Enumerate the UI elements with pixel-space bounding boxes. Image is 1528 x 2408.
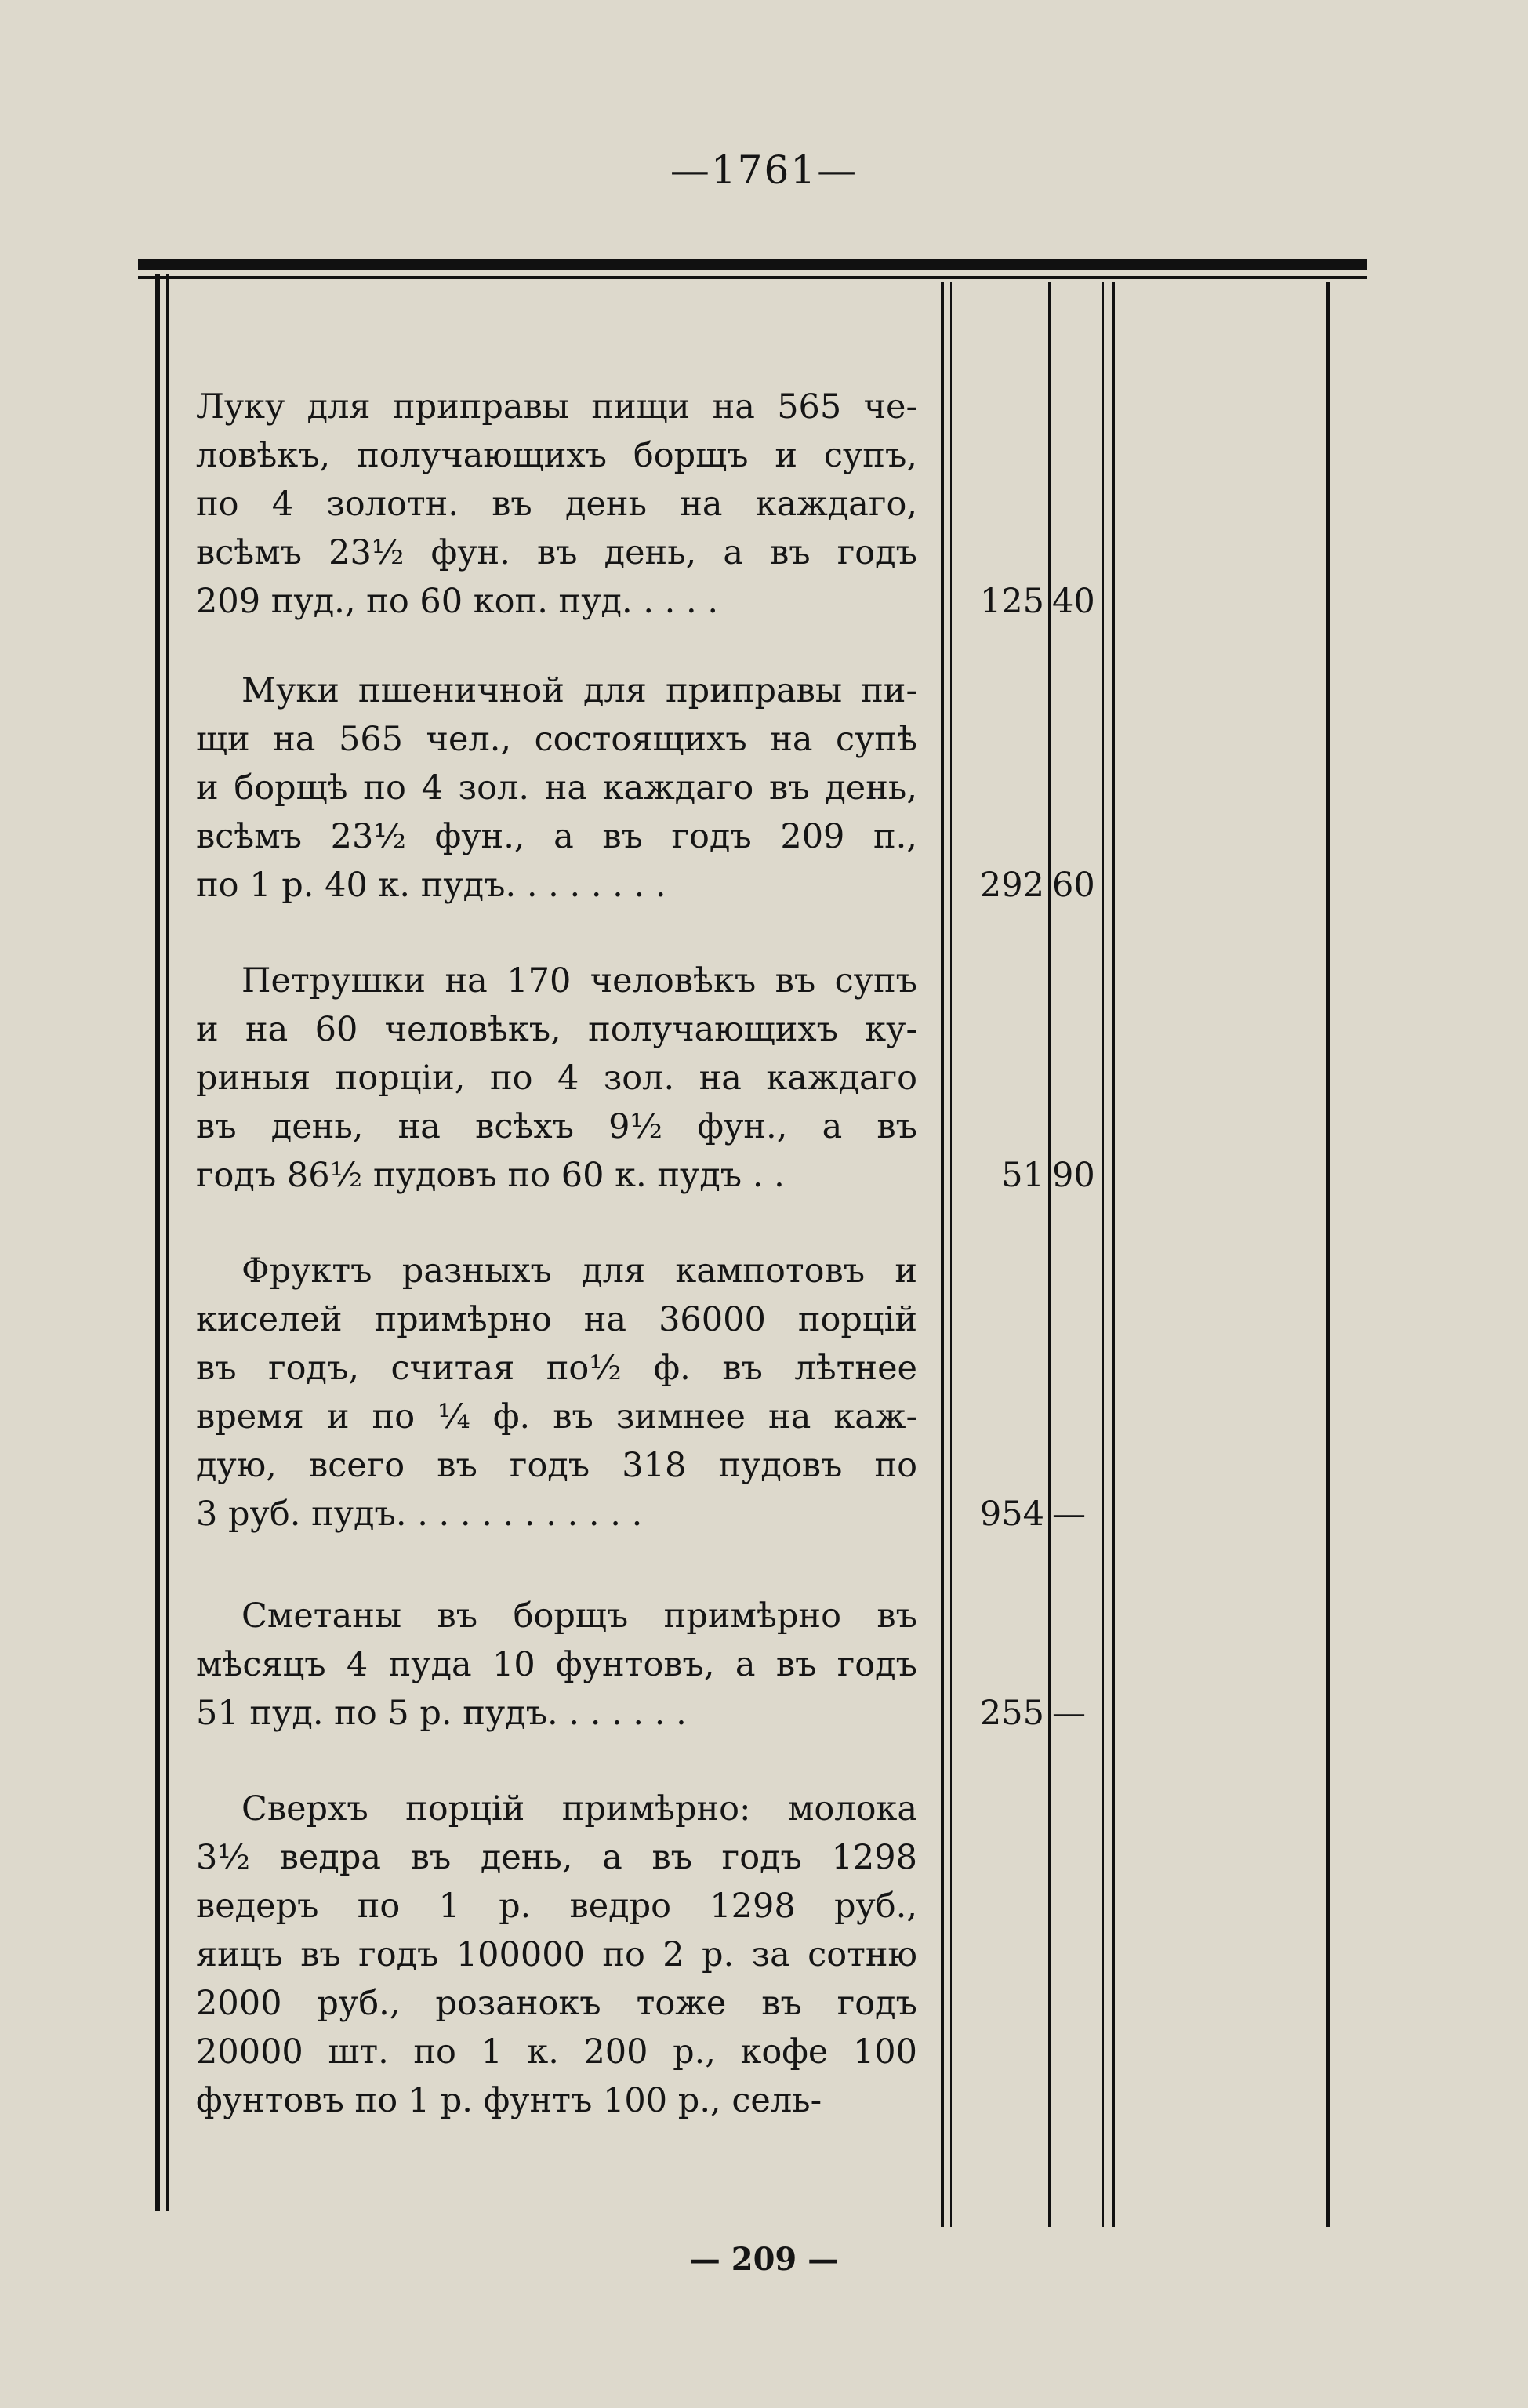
entry-line: Фруктъ разныхъ для кампотовъ и — [241, 1251, 917, 1291]
entry-parsley-rubles: 51 — [1001, 1156, 1044, 1195]
entry-line: 209 пуд., по 60 коп. пуд. . . . . — [196, 582, 718, 621]
entry-line: дую, всего въ годъ 318 пудовъ по — [196, 1446, 917, 1485]
entry-line: ловѣкъ, получающихъ борщъ и супъ, — [196, 436, 917, 475]
top-rule-thin — [138, 276, 1367, 279]
entry-line: 3½ ведра въ день, а въ годъ 1298 — [196, 1838, 917, 1877]
page-footer-number: — 209 — — [688, 2241, 840, 2278]
entry-line: годъ 86½ пудовъ по 60 к. пудъ . . — [196, 1156, 785, 1195]
page-header-number: —1761— — [670, 147, 858, 193]
entry-line: риныя порціи, по 4 зол. на каждаго — [196, 1059, 917, 1098]
entry-line: по 1 р. 40 к. пудъ. . . . . . . . — [196, 866, 666, 905]
entry-line: по 4 золотн. въ день на каждаго, — [196, 485, 917, 524]
text-column-border — [941, 282, 944, 2227]
entry-line: всѣмъ 23½ фун. въ день, а въ годъ — [196, 533, 917, 572]
entry-flour-rubles: 292 — [979, 866, 1044, 905]
entry-line: 2000 руб., розанокъ тоже въ годъ — [196, 1984, 917, 2023]
entry-line: яицъ въ годъ 100000 по 2 р. за сотню — [196, 1935, 917, 1974]
left-border-outer — [155, 274, 160, 2211]
entry-flour-kopecks: 60 — [1052, 866, 1095, 905]
entry-line: 3 руб. пудъ. . . . . . . . . . . . — [196, 1495, 643, 1534]
entry-line: Луку для приправы пищи на 565 че- — [196, 387, 917, 427]
entry-line: 20000 шт. по 1 к. 200 р., кофе 100 — [196, 2032, 917, 2072]
entry-line: Муки пшеничной для приправы пи- — [241, 671, 917, 710]
entry-line: Сметаны въ борщъ примѣрно въ — [241, 1596, 917, 1636]
rubles-column-border — [1048, 282, 1051, 2227]
entry-line: Сверхъ порцій примѣрно: молока — [241, 1789, 917, 1829]
entry-line: киселей примѣрно на 36000 порцій — [196, 1300, 917, 1339]
left-border-inner — [166, 274, 169, 2211]
entry-line: мѣсяцъ 4 пуда 10 фунтовъ, а въ годъ — [196, 1645, 917, 1684]
entry-line: 51 пуд. по 5 р. пудъ. . . . . . . — [196, 1694, 687, 1733]
entry-onion-kopecks: 40 — [1052, 582, 1095, 621]
entry-line: и на 60 человѣкъ, получающихъ ку- — [196, 1010, 917, 1049]
entry-line: время и по ¼ ф. въ зимнее на каж- — [196, 1397, 917, 1436]
entry-sour-cream — [196, 1592, 917, 1738]
entry-line: въ годъ, считая по½ ф. въ лѣтнее — [196, 1349, 917, 1388]
show-through-texture — [1129, 384, 1364, 1874]
entry-onion-rubles: 125 — [979, 582, 1044, 621]
text-column-border-thin — [950, 282, 952, 2227]
entry-fruit-rubles: 954 — [979, 1495, 1044, 1534]
entry-parsley — [196, 957, 917, 1200]
kopecks-column-border — [1102, 282, 1104, 2227]
entry-fruit — [196, 1247, 917, 1538]
entry-line: фунтовъ по 1 р. фунтъ 100 р., сель- — [196, 2081, 822, 2120]
entry-extras — [196, 1785, 917, 2125]
entry-line: Петрушки на 170 человѣкъ въ супъ — [241, 961, 917, 1001]
entry-parsley-kopecks: 90 — [1052, 1156, 1095, 1195]
entry-line: всѣмъ 23½ фун., а въ годъ 209 п., — [196, 817, 917, 856]
entry-line: ведеръ по 1 р. ведро 1298 руб., — [196, 1887, 917, 1926]
entry-line: и борщѣ по 4 зол. на каждаго въ день, — [196, 768, 917, 808]
top-rule — [138, 259, 1367, 270]
entry-onion — [196, 383, 917, 626]
entry-line: въ день, на всѣхъ 9½ фун., а въ — [196, 1107, 917, 1146]
kopecks-column-border-thin — [1112, 282, 1115, 2227]
entry-sour-cream-rubles: 255 — [979, 1694, 1044, 1733]
entry-line: щи на 565 чел., состоящихъ на супѣ — [196, 720, 917, 759]
entry-sour-cream-kopecks: — — [1052, 1694, 1086, 1733]
entry-flour — [196, 666, 917, 910]
entry-fruit-kopecks: — — [1052, 1495, 1086, 1534]
